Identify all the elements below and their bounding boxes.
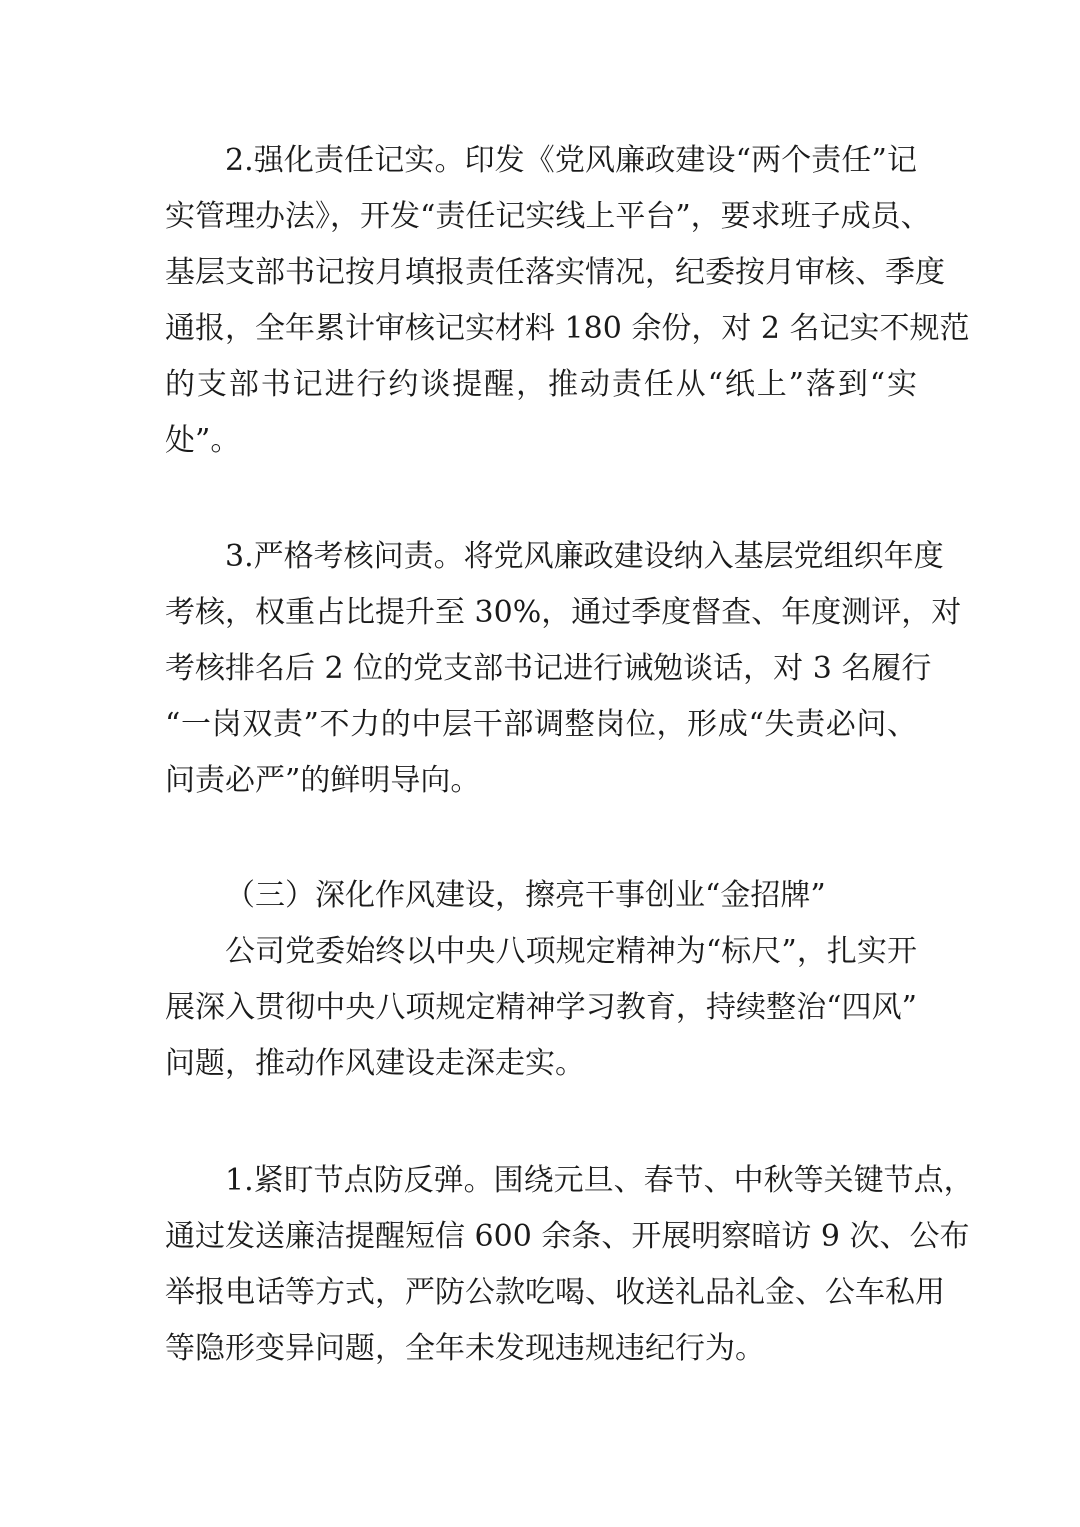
text-line: 实管理办法》，开发“责任记实线上平台”，要求班子成员、 bbox=[165, 199, 931, 234]
text-line: 通报，全年累计审核记实材料 180 余份，对 2 名记实不规范 bbox=[165, 311, 970, 346]
text-line: 基层支部书记按月填报责任落实情况，纪委按月审核、季度 bbox=[165, 255, 945, 290]
text-line: 处”。 bbox=[165, 423, 241, 458]
text-line: 展深入贯彻中央八项规定精神学习教育，持续整治“四风” bbox=[165, 990, 917, 1025]
text-line: 3.严格考核问责。将党风廉政建设纳入基层党组织年度 bbox=[225, 539, 944, 574]
text-line: 问题，推动作风建设走深走实。 bbox=[165, 1046, 585, 1081]
text-line: 的支部书记进行约谈提醒，推动责任从“纸上”落到“实 bbox=[165, 367, 917, 402]
text-line: 2.强化责任记实。印发《党风廉政建设“两个责任”记 bbox=[225, 143, 917, 178]
text-line: 考核，权重占比提升至 30%，通过季度督查、年度测评，对 bbox=[165, 595, 962, 630]
text-line: 等隐形变异问题，全年未发现违规违纪行为。 bbox=[165, 1331, 765, 1366]
text-line: 通过发送廉洁提醒短信 600 余条、开展明察暗访 9 次、公布 bbox=[165, 1219, 970, 1254]
text-line: “一岗双责”不力的中层干部调整岗位，形成“失责必问、 bbox=[165, 707, 917, 742]
text-line: 考核排名后 2 位的党支部书记进行诫勉谈话，对 3 名履行 bbox=[165, 651, 932, 686]
section-heading: （三）深化作风建设，擦亮干事创业“金招牌” bbox=[225, 878, 826, 913]
text-line: 举报电话等方式，严防公款吃喝、收送礼品礼金、公车私用 bbox=[165, 1275, 945, 1310]
text-line: 公司党委始终以中央八项规定精神为“标尺”，扎实开 bbox=[225, 934, 917, 969]
text-line: 1.紧盯节点防反弹。围绕元旦、春节、中秋等关键节点， bbox=[225, 1163, 974, 1198]
text-line: 问责必严”的鲜明导向。 bbox=[165, 763, 481, 798]
